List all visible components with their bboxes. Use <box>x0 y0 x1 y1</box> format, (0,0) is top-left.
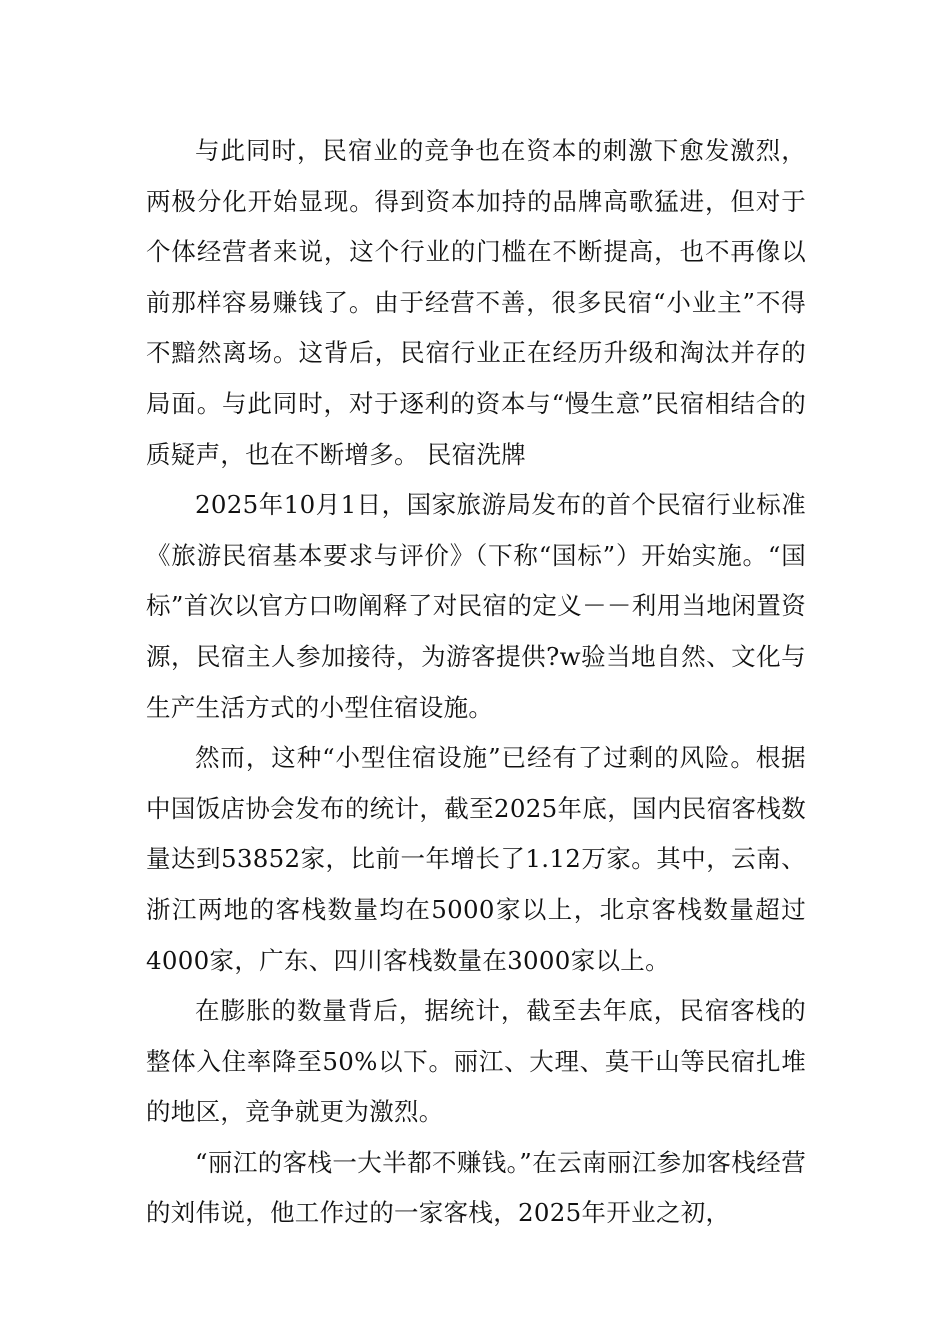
paragraph-1: 与此同时，民宿业的竞争也在资本的刺激下愈发激烈，两极分化开始显现。得到资本加持的品牌高歌猛进，但对于个体经营者来说，这个行业的门槛在不断提高，也不再像以前那样容易赚钱了。由于经营不善，很多民宿“小业主”不得不黯然离场。这背后，民宿行业正在经历升级和淘汰并存的局面。与此同时，对于逐利的资本与“慢生意”民宿相结合的质疑声，也在不断增多。 民宿洗牌 <box>146 136 806 469</box>
paragraph-2: 2025年10月1日，国家旅游局发布的首个民宿行业标准《旅游民宿基本要求与评价》（下称“国标”）开始实施。“国标”首次以官方口吻阐释了对民宿的定义－－利用当地闲置资源，民宿主人参加接待，为游客提供?w验当地自然、文化与生产生活方式的小型住宿设施。 <box>146 490 806 722</box>
paragraph-3: 然而，这种“小型住宿设施”已经有了过剩的风险。根据中国饭店协会发布的统计，截至2025年底，国内民宿客栈数量达到53852家，比前一年增长了1.12万家。其中，云南、浙江两地的客栈数量均在5000家以上，北京客栈数量超过4000家，广东、四川客栈数量在3000家以上。 <box>146 743 806 975</box>
document-body <box>146 126 806 1239</box>
paragraph-5: “丽江的客栈一大半都不赚钱。”在云南丽江参加客栈经营的刘伟说，他工作过的一家客栈，2025年开业之初， <box>146 1147 806 1228</box>
paragraph-4: 在膨胀的数量背后，据统计，截至去年底，民宿客栈的整体入住率降至50%以下。丽江、大理、莫干山等民宿扎堆的地区，竞争就更为激烈。 <box>146 996 806 1127</box>
